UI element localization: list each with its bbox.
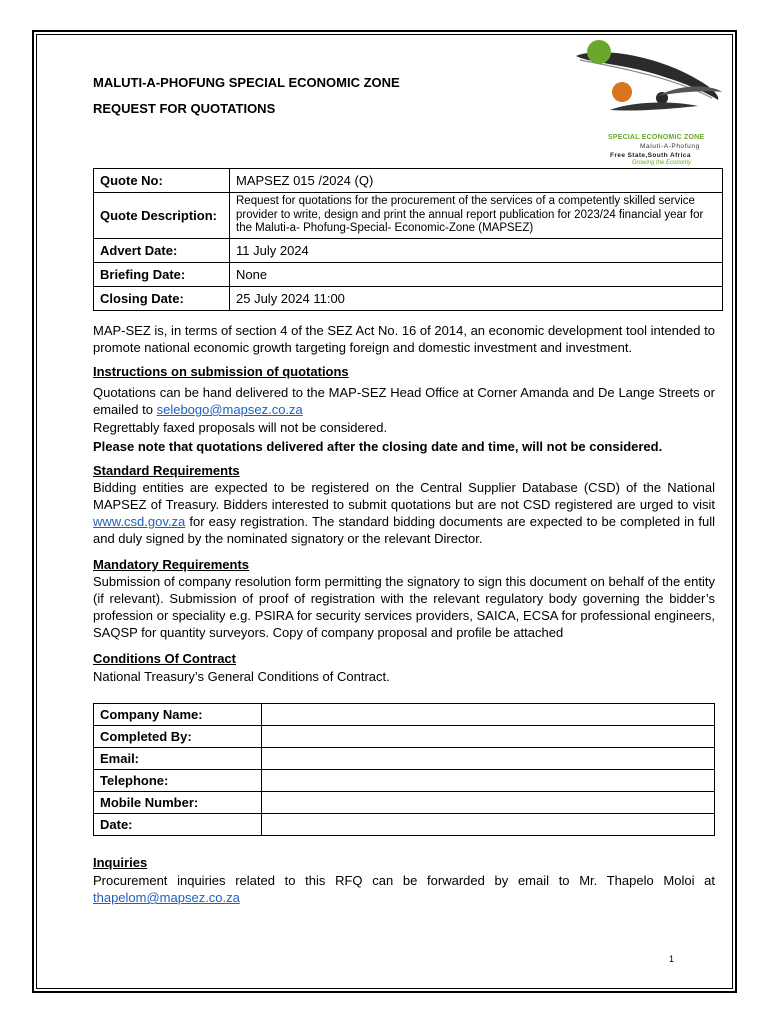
standard-text-a: Bidding entities are expected to be registered on the Central Supplier Database (CSD) of the National MAPSEZ of Treasury. Bidders interested to submit quotations but are not CSD registered are urged to visit — [93, 480, 715, 512]
doc-title: REQUEST FOR QUOTATIONS — [93, 101, 276, 116]
table-row — [94, 748, 715, 770]
intro-paragraph: MAP-SEZ is, in terms of section 4 of the SEZ Act No. 16 of 2014, an economic development tool intended to promote national economic growth targeting foreign and domestic investment and investment. — [93, 323, 715, 355]
advert-date-value: 11 July 2024 — [230, 238, 723, 262]
completed-by-field[interactable] — [262, 726, 715, 748]
company-details-form — [93, 703, 715, 836]
instructions-text: Quotations can be hand delivered to the MAP-SEZ Head Office at Corner Amanda and De Lange Streets or emailed to — [93, 385, 715, 417]
conditions-text: National Treasury’s General Conditions of Contract. — [93, 669, 390, 684]
telephone-label: Telephone: — [94, 770, 262, 792]
standard-requirements-heading: Standard Requirements — [93, 463, 240, 478]
inquiries-email-link[interactable]: thapelom@mapsez.co.za — [93, 890, 240, 905]
conditions-heading: Conditions Of Contract — [93, 651, 236, 666]
quote-no-label: Quote No: — [94, 169, 230, 193]
logo-line1: SPECIAL ECONOMIC ZONE — [608, 134, 705, 141]
closing-warning: Please note that quotations delivered after the closing date and time, will not be considered. — [93, 439, 663, 454]
briefing-date-value: None — [230, 262, 723, 286]
standard-text-b: for easy registration. The standard bidding documents are expected to be completed in full and duly signed by the nominated signatory or the relevant Director. — [93, 514, 715, 546]
logo-tagline: Growing the Economy — [632, 160, 692, 166]
quote-info-table — [93, 168, 723, 311]
inquiries-paragraph — [93, 872, 715, 906]
logo-green-ball — [587, 40, 611, 64]
closing-date-label: Closing Date: — [94, 286, 230, 310]
csd-link[interactable]: www.csd.gov.za — [93, 514, 186, 529]
inquiries-text: Procurement inquiries related to this RFQ can be forwarded by email to Mr. Thapelo Moloi at — [93, 873, 715, 888]
briefing-date-label: Briefing Date: — [94, 262, 230, 286]
fax-note: Regrettably faxed proposals will not be considered. — [93, 420, 388, 435]
table-row — [94, 262, 723, 286]
table-row — [94, 814, 715, 836]
mandatory-requirements-heading: Mandatory Requirements — [93, 557, 250, 572]
mobile-number-label: Mobile Number: — [94, 792, 262, 814]
mandatory-requirements-paragraph: Submission of company resolution form permitting the signatory to sign this document on behalf of the entity (if relevant). Submission of proof of registration with the relevant regulatory body governing the bidder’s profession or speciality e.g. PSIRA for security services providers, SAICA, ECSA for professional engineers, SAQSP for quantity surveyors. Copy of company proposal and profile be attached — [93, 574, 715, 640]
quote-no-value: MAPSEZ 015 /2024 (Q) — [230, 169, 723, 193]
mapsez-logo — [570, 36, 730, 170]
company-name-field[interactable] — [262, 704, 715, 726]
logo-line3: Free State,South Africa — [610, 152, 691, 159]
inquiries-heading: Inquiries — [93, 855, 148, 870]
email-label: Email: — [94, 748, 262, 770]
page-number: 1 — [669, 954, 675, 964]
standard-requirements-paragraph — [93, 479, 715, 547]
date-field[interactable] — [262, 814, 715, 836]
date-label: Date: — [94, 814, 262, 836]
table-row — [94, 792, 715, 814]
closing-date-value: 25 July 2024 11:00 — [230, 286, 723, 310]
quote-description-label: Quote Description: — [94, 193, 230, 239]
table-row — [94, 704, 715, 726]
company-name-label: Company Name: — [94, 704, 262, 726]
advert-date-label: Advert Date: — [94, 238, 230, 262]
telephone-field[interactable] — [262, 770, 715, 792]
submission-email-link[interactable]: selebogo@mapsez.co.za — [156, 402, 303, 417]
quote-description-value: Request for quotations for the procurement of the services of a competently skilled service provider to write, design and print the annual report publication for 2023/24 financial year for the Maluti-a- Phofung-Special- Economic-Zone (MAPSEZ) — [230, 193, 723, 239]
logo-orange-ball — [612, 82, 632, 102]
table-row — [94, 193, 723, 239]
table-row — [94, 238, 723, 262]
table-row — [94, 169, 723, 193]
instructions-paragraph — [93, 384, 715, 418]
logo-graphic-icon — [570, 36, 730, 136]
instructions-heading: Instructions on submission of quotations — [93, 364, 349, 379]
table-row — [94, 726, 715, 748]
email-field[interactable] — [262, 748, 715, 770]
completed-by-label: Completed By: — [94, 726, 262, 748]
org-title: MALUTI-A-PHOFUNG SPECIAL ECONOMIC ZONE — [93, 75, 400, 90]
table-row — [94, 770, 715, 792]
logo-line2: Maluti-A-Phofung — [640, 143, 700, 150]
mobile-number-field[interactable] — [262, 792, 715, 814]
table-row — [94, 286, 723, 310]
